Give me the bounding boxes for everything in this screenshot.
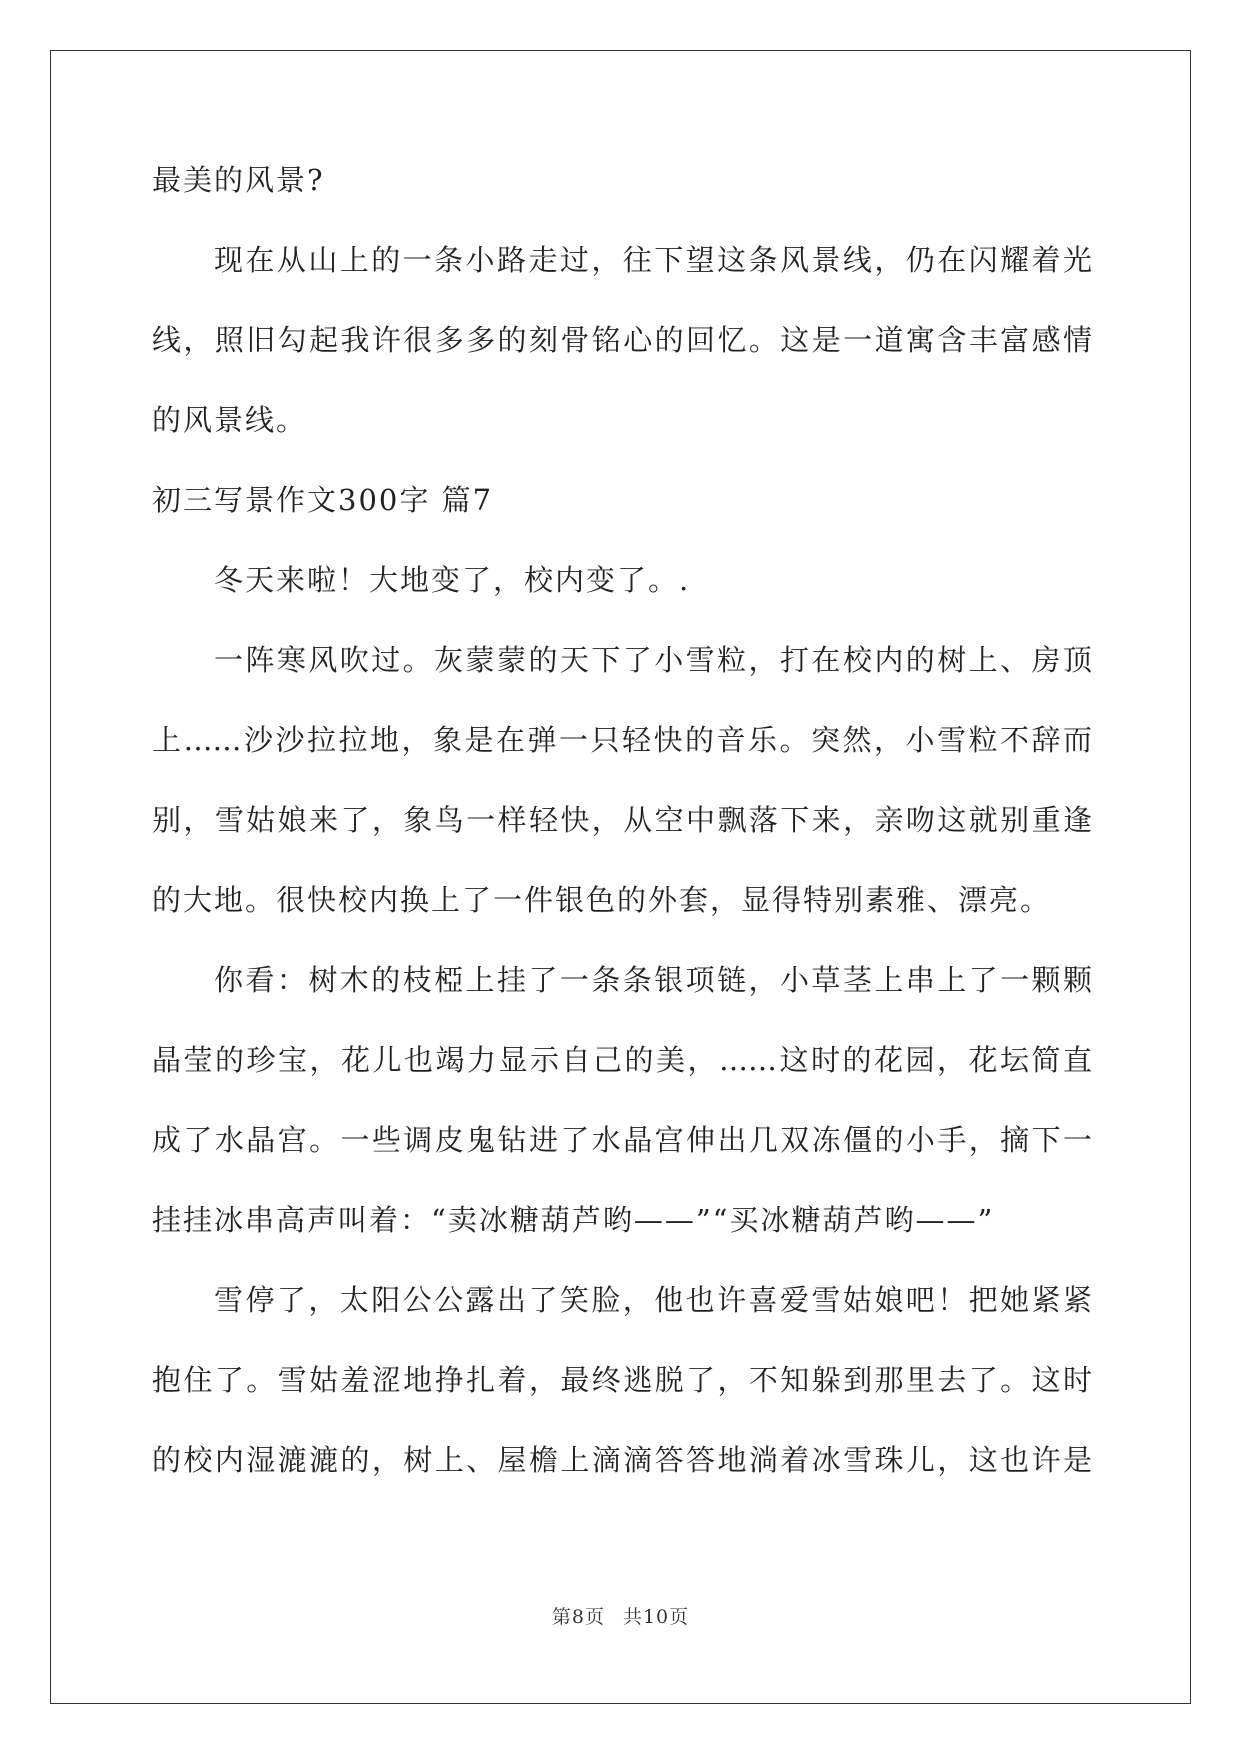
- text-line: 抱住了。雪姑羞涩地挣扎着，最终逃脱了，不知躲到那里去了。这时: [152, 1363, 1092, 1397]
- text-line: 冬天来啦！大地变了，校内变了。.: [214, 563, 691, 597]
- text-line: 别，雪姑娘来了，象鸟一样轻快，从空中飘落下来，亲吻这就别重逢: [152, 803, 1092, 837]
- text-line: 成了水晶宫。一些调皮鬼钻进了水晶宫伸出几双冻僵的小手，摘下一: [152, 1123, 1092, 1157]
- document-body: [152, 160, 1092, 1480]
- text-line: 上……沙沙拉拉地，象是在弹一只轻快的音乐。突然，小雪粒不辞而: [152, 723, 1092, 757]
- page-total: 共10页: [622, 1606, 690, 1628]
- text-line: 你看：树木的枝椏上挂了一条条银项链，小草茎上串上了一颗颗: [214, 963, 1092, 997]
- page-footer: [0, 1602, 1241, 1629]
- text-line: 现在从山上的一条小路走过，往下望这条风景线，仍在闪耀着光: [214, 243, 1092, 277]
- section-heading: 初三写景作文300字 篇7: [152, 483, 494, 517]
- text-line: 线，照旧勾起我许很多多的刻骨铭心的回忆。这是一道寓含丰富感情: [152, 323, 1092, 357]
- text-line: 的大地。很快校内换上了一件银色的外套，显得特别素雅、漂亮。: [152, 883, 1052, 917]
- text-line: 雪停了，太阳公公露出了笑脸，他也许喜爱雪姑娘吧！把她紧紧: [214, 1283, 1092, 1317]
- text-line: 的风景线。: [152, 403, 308, 437]
- text-line: 挂挂冰串高声叫着：“卖冰糖葫芦哟——”“买冰糖葫芦哟——”: [152, 1203, 995, 1237]
- text-line: 一阵寒风吹过。灰蒙蒙的天下了小雪粒，打在校内的树上、房顶: [214, 643, 1092, 677]
- page-number: 第8页: [551, 1606, 605, 1628]
- text-line: 的校内湿漉漉的，树上、屋檐上滴滴答答地淌着冰雪珠儿，这也许是: [152, 1443, 1092, 1477]
- text-line: 最美的风景?: [152, 163, 325, 197]
- text-line: 晶莹的珍宝，花儿也竭力显示自己的美，……这时的花园，花坛简直: [152, 1043, 1092, 1077]
